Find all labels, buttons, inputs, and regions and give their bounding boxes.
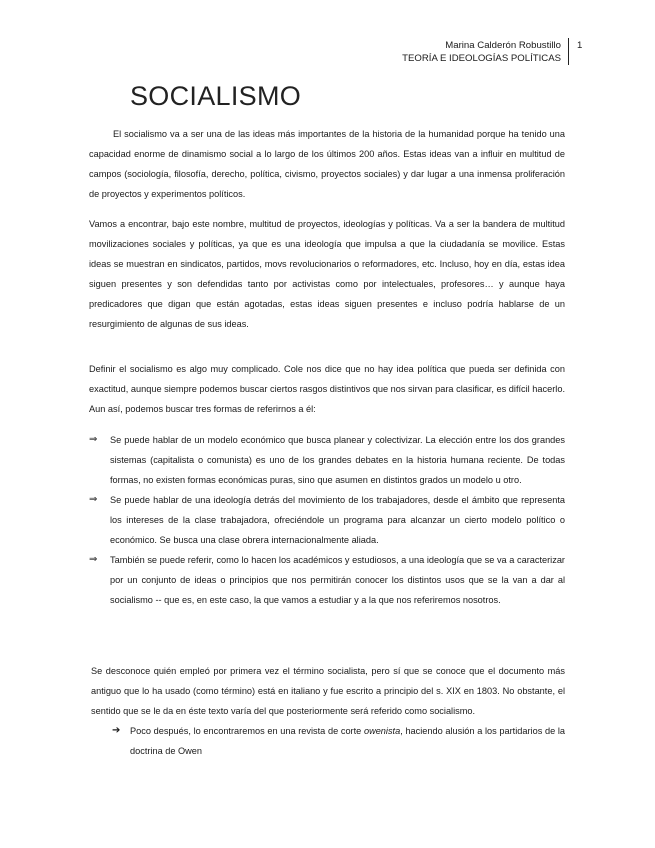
sub-text-after: , haciendo alusión a los partidarios de la doctrina de Owen: [130, 726, 565, 756]
double-arrow-right-icon: ⇒: [89, 434, 98, 445]
sub-list-item: [112, 721, 565, 761]
paragraph-origin: Se desconoce quién empleó por primera vez el término socialista, pero sí que se conoce que el documento más antiguo que lo ha usado (como término) está en italiano y fue escrito a principio del s. XIX en 1803. No obstante, el sentido que se le da en éste texto varía del que posteriormente será referido como socialismo.: [91, 666, 565, 716]
list-item: [89, 490, 565, 550]
list-item: [89, 550, 565, 610]
sub-list: [112, 721, 565, 761]
double-arrow-right-icon: ⇒: [89, 554, 98, 565]
double-arrow-right-icon: ⇒: [89, 494, 98, 505]
page-title: SOCIALISMO: [130, 81, 302, 111]
list-item-text: Se puede hablar de una ideología detrás del movimiento de los trabajadores, desde el ámbito que representa los intereses de la clase trabajadora, ofreciéndole un programa para alcanzar un cierto modelo político o económico. Se busca una clase obrera internacionalmente aliada.: [110, 495, 565, 545]
list-item: [89, 430, 565, 490]
sub-text-italic: owenista: [363, 726, 401, 736]
list-item-text: También se puede referir, como lo hacen los académicos y estudiosos, a una ideología que se va a caracterizar por un conjunto de ideas o principios que nos permitirán conocer los distintos usos que se la van a dar al socialismo -- que es, en este caso, la que vamos a estudiar y a la que nos referiremos nosotros.: [110, 555, 565, 605]
paragraph-projects: Vamos a encontrar, bajo este nombre, multitud de proyectos, ideologías y políticas. Va a ser la bandera de multitud movilizaciones sociales y políticas, ya que es una ideología que impulsa a que la ciudadanía se movilice. Estas ideas se muestran en sindicatos, partidos, movs revolucionarios o reformadores, etc. Incluso, hoy en día, estas idea siguen presentes y son defendidas tanto por activistas como por intelectuales, profesores… y aunque haya predicadores que digan que están agotadas, estas ideas siguen presentes e incluso podría hablarse de un resurgimiento de algunas de sus ideas.: [89, 219, 565, 329]
definition-list: [89, 430, 565, 610]
paragraph-definition: Definir el socialismo es algo muy complicado. Cole nos dice que no hay idea política que pueda ser definida con exactitud, aunque siempre podemos buscar ciertos rasgos distintivos que nos sirvan para clasificar, es difícil hacerlo. Aun así, podemos buscar tres formas de referirnos a él:: [89, 364, 565, 414]
course-subject: TEORÍA E IDEOLOGÍAS POLÍTICAS: [402, 53, 561, 64]
page-header: [402, 39, 561, 65]
list-item-text: Se puede hablar de un modelo económico que busca planear y colectivizar. La elección entre los dos grandes sistemas (capitalista o comunista) es uno de los grandes debates en la historia humana reciente. De todas formas, no existen formas económicas puras, sino que asumen en distintos grados un modelo u otro.: [110, 435, 565, 485]
paragraph-intro: El socialismo va a ser una de las ideas más importantes de la historia de la humanidad porque ha tenido una capacidad enorme de dinamismo social a lo largo de los últimos 200 años. Estas ideas van a influir en multitud de campos (sociología, filosofía, derecho, política, civismo, proyectos sociales) y dar lugar a una inmensa proliferación de proyectos y experimentos políticos.: [89, 129, 565, 199]
arrow-right-icon: ➔: [112, 725, 121, 736]
sub-text-before: Poco después, lo encontraremos en una revista de corte: [130, 726, 364, 736]
author-name: Marina Calderón Robustillo: [445, 40, 561, 51]
header-divider: [568, 38, 569, 65]
page-number: 1: [577, 40, 583, 51]
